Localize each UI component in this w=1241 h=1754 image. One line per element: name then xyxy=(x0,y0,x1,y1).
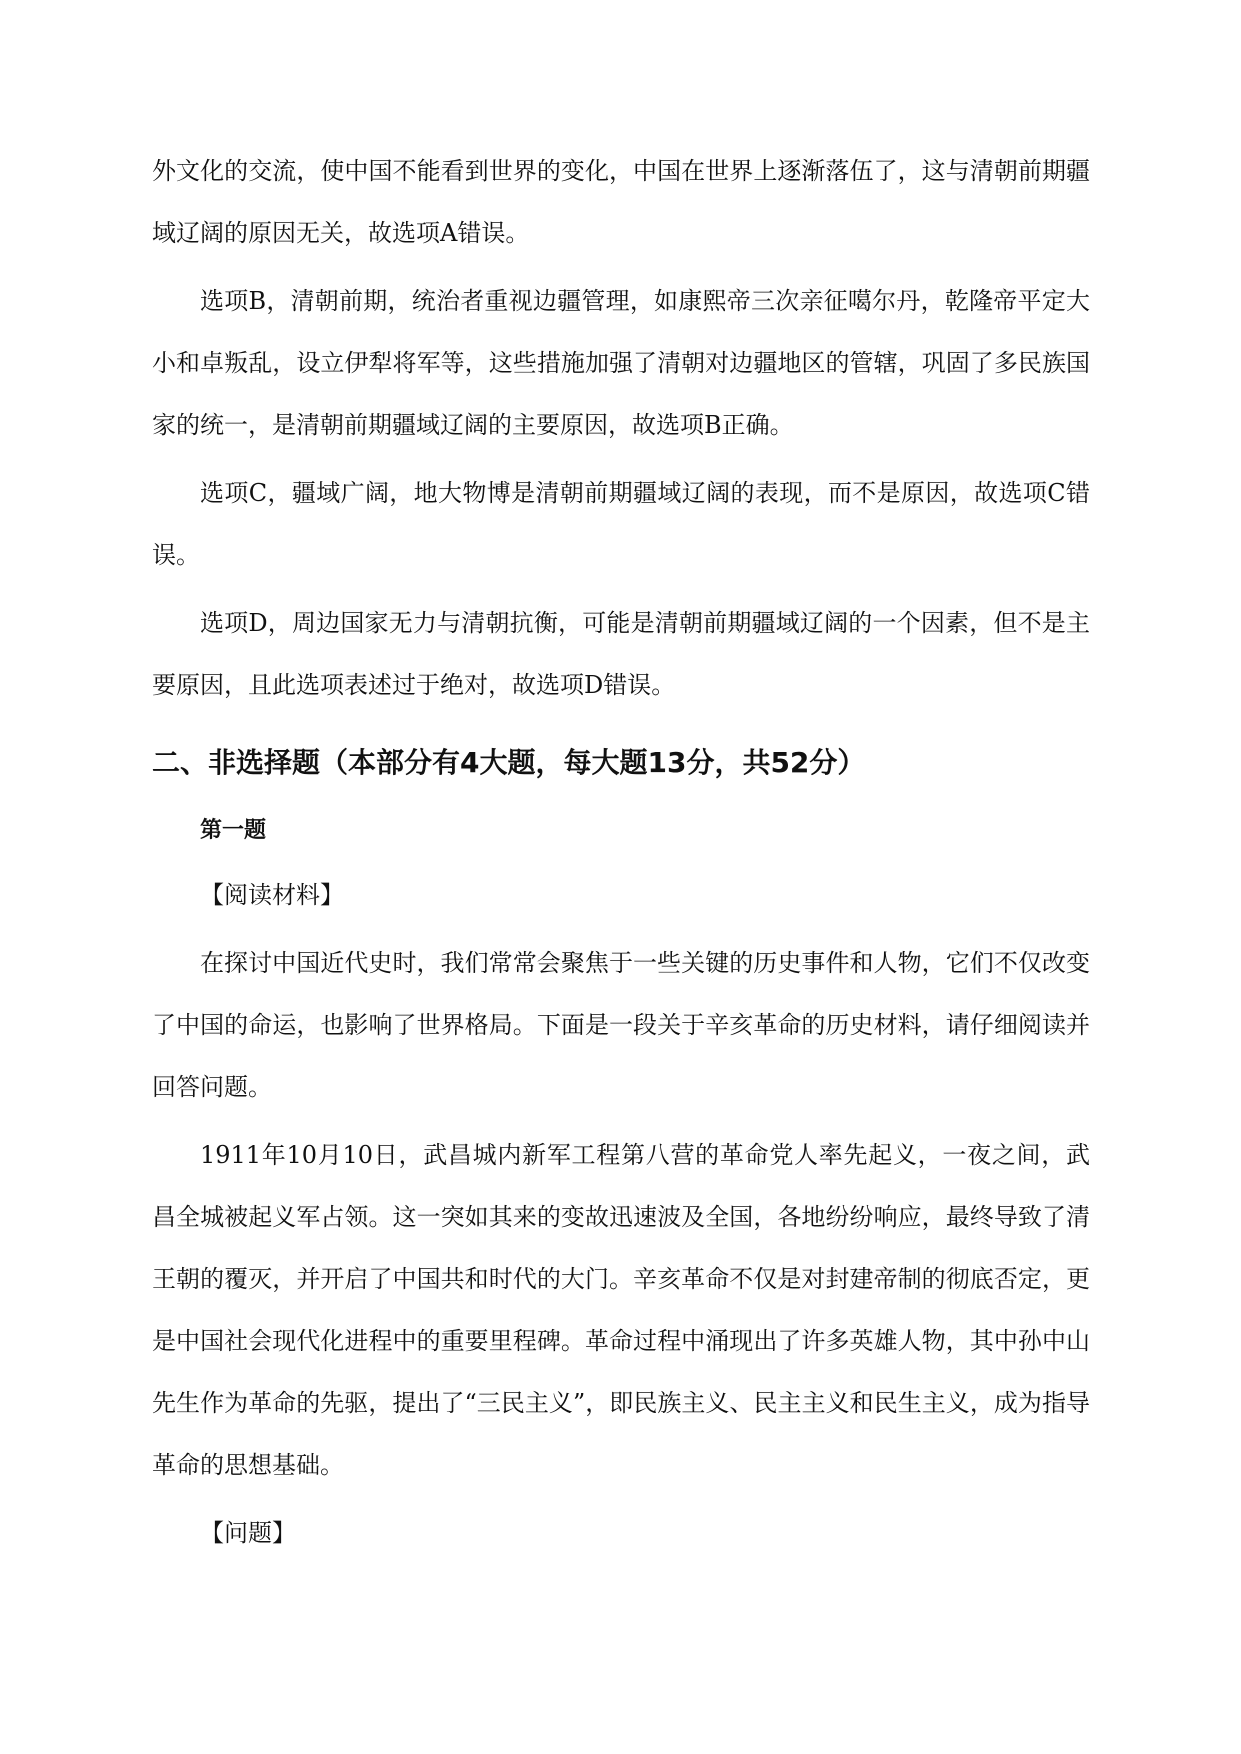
section-heading: 二、非选择题（本部分有4大题，每大题13分，共52分） xyxy=(152,746,866,779)
answer-paragraph-d: 选项D，周边国家无力与清朝抗衡，可能是清朝前期疆域辽阔的一个因素，但不是主要原因，且此选项表述过于绝对，故选项D错误。 xyxy=(152,609,1090,699)
material-paragraph-intro: 在探讨中国近代史时，我们常常会聚焦于一些关键的历史事件和人物，它们不仅改变了中国的命运，也影响了世界格局。下面是一段关于辛亥革命的历史材料，请仔细阅读并回答问题。 xyxy=(152,949,1090,1101)
answer-paragraph-b: 选项B，清朝前期，统治者重视边疆管理，如康熙帝三次亲征噶尔丹，乾隆帝平定大小和卓叛乱，设立伊犁将军等，这些措施加强了清朝对边疆地区的管辖，巩固了多民族国家的统一，是清朝前期疆域辽阔的主要原因，故选项B正确。 xyxy=(152,287,1090,439)
answer-paragraph-c: 选项C，疆域广阔，地大物博是清朝前期疆域辽阔的表现，而不是原因，故选项C错误。 xyxy=(152,479,1090,569)
document-page xyxy=(152,140,1090,1570)
question-title: 第一题 xyxy=(200,818,267,843)
material-label: 【阅读材料】 xyxy=(200,881,344,909)
question-label: 【问题】 xyxy=(200,1519,296,1547)
answer-paragraph-a-continued: 外文化的交流，使中国不能看到世界的变化，中国在世界上逐渐落伍了，这与清朝前期疆域辽阔的原因无关，故选项A错误。 xyxy=(152,157,1090,247)
material-paragraph-history: 1911年10月10日，武昌城内新军工程第八营的革命党人率先起义，一夜之间，武昌全城被起义军占领。这一突如其来的变故迅速波及全国，各地纷纷响应，最终导致了清王朝的覆灭，并开启了中国共和时代的大门。辛亥革命不仅是对封建帝制的彻底否定，更是中国社会现代化进程中的重要里程碑。革命过程中涌现出了许多英雄人物，其中孙中山先生作为革命的先驱，提出了“三民主义”，即民族主义、民主主义和民生主义，成为指导革命的思想基础。 xyxy=(152,1141,1090,1479)
